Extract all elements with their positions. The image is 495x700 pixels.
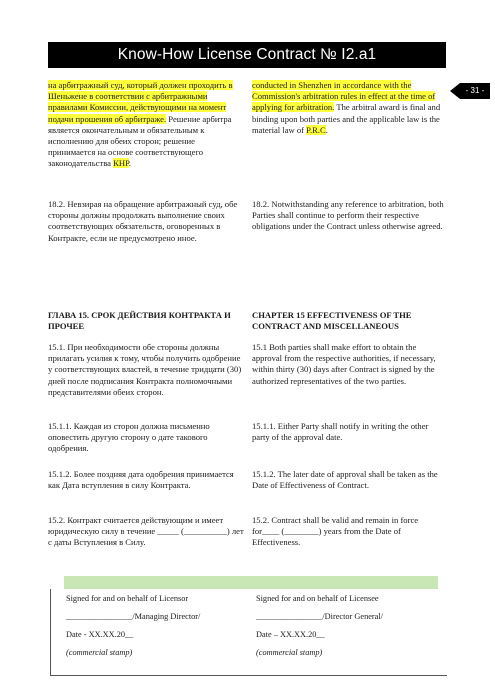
ru-chapter-heading: ГЛАВА 15. СРОК ДЕЙСТВИЯ КОНТРАКТА И ПРОЧЕЕ — [48, 310, 231, 332]
licensee-date: Date – XX.XX.20__ — [256, 630, 325, 639]
en-paragraph-15-2: 15.2. Contract shall be valid and remain in force for____ (________) years from the Date of Effectiveness. — [252, 515, 419, 548]
ru-paragraph-15-2: 15.2. Контракт считается действующим и имеет юридическую силу в течение _____ (__________) лет с даты Вступления в Силу. — [48, 515, 244, 548]
licensee-stamp-label: (commercial stamp) — [256, 648, 323, 657]
ru-highlight-prc: КНР — [113, 158, 129, 169]
licensor-stamp-label: (commercial stamp) — [66, 648, 133, 657]
page-number-marker — [450, 83, 490, 99]
licensee-signature-line: ________________/Director General/ — [256, 612, 383, 621]
en-paragraph-arbitration — [252, 80, 446, 136]
ru-text-tail: . — [128, 158, 131, 169]
en-highlight: conducted in Shenzhen in accordance with the Commission's arbitration rules in effect at the time of applying for arbitration. — [252, 80, 436, 113]
ru-paragraph-15-1-1: 15.1.1. Каждая из сторон должна письменно оповестить другую сторону о дате такового одобрения. — [48, 421, 210, 454]
ru-text: Решение арбитра является окончательным и обязательным к исполнению для обеих сторон; решение принимается на основе соответствующего законодательства — [48, 113, 232, 169]
licensee-signed-label: Signed for and on behalf of Licensee — [256, 594, 379, 603]
en-text-tail: . — [325, 124, 328, 135]
document-title: Know-How License Contract № I2.a1 — [48, 42, 446, 68]
licensor-date: Date - XX.XX.20__ — [66, 630, 134, 639]
ru-paragraph-arbitration — [48, 80, 244, 170]
en-paragraph-15-1-2: 15.1.2. The later date of approval shall be taken as the Date of Effectiveness of Contract. — [252, 469, 438, 491]
licensor-signed-label: Signed for and on behalf of Licensor — [66, 594, 189, 603]
en-highlight-prc: P.R.C — [306, 124, 326, 135]
ru-paragraph-18-2: 18.2. Невзирая на обращение арбитражный суд, обе стороны должны продолжать выполнение своих соответствующих обязательств, оговоренных в Контракте, если не предусмотрено иное. — [48, 199, 238, 243]
licensee-signature-block — [256, 590, 446, 662]
licensor-signature-block — [66, 590, 252, 662]
en-text: The arbitral award is final and binding upon both parties and the applicable law is the material law of — [252, 102, 441, 135]
signature-header-band — [64, 576, 438, 589]
en-paragraph-15-1: 15.1 Both parties shall make effort to obtain the approval from the respective authorities, if necessary, within thirty (30) days after Contract is signed by the authorized representatives of the two parties. — [252, 342, 436, 386]
en-paragraph-18-2: 18.2. Notwithstanding any reference to arbitration, both Parties shall continue to perform their respective obligations under the Contract unless otherwise agreed. — [252, 199, 444, 232]
ru-highlight: на арбитражный суд, который должен проходить в Шеньжене в соответствии с арбитражными правилами Комиссии, действующими на момент подачи прошения об арбитраже. — [48, 80, 233, 124]
ru-paragraph-15-1-2: 15.1.2. Более поздняя дата одобрения принимается как Дата вступления в силу Контракта. — [48, 469, 234, 491]
ru-paragraph-15-1: 15.1. При необходимости обе стороны должны прилагать усилия к тому, чтобы получить одобрение у соответствующих властей, в течение тридцати (30) дней после подписания Контракта полномочными представителями обеих сторон. — [48, 342, 242, 397]
en-chapter-heading: CHAPTER 15 EFFECTIVENESS OF THE CONTRACT AND MISCELLANEOUS — [252, 310, 412, 332]
licensor-signature-line: ________________/Managing Director/ — [66, 612, 201, 621]
page-number: - 31 - — [465, 86, 485, 95]
en-paragraph-15-1-1: 15.1.1. Either Party shall notify in writing the other party of the approval date. — [252, 421, 429, 443]
